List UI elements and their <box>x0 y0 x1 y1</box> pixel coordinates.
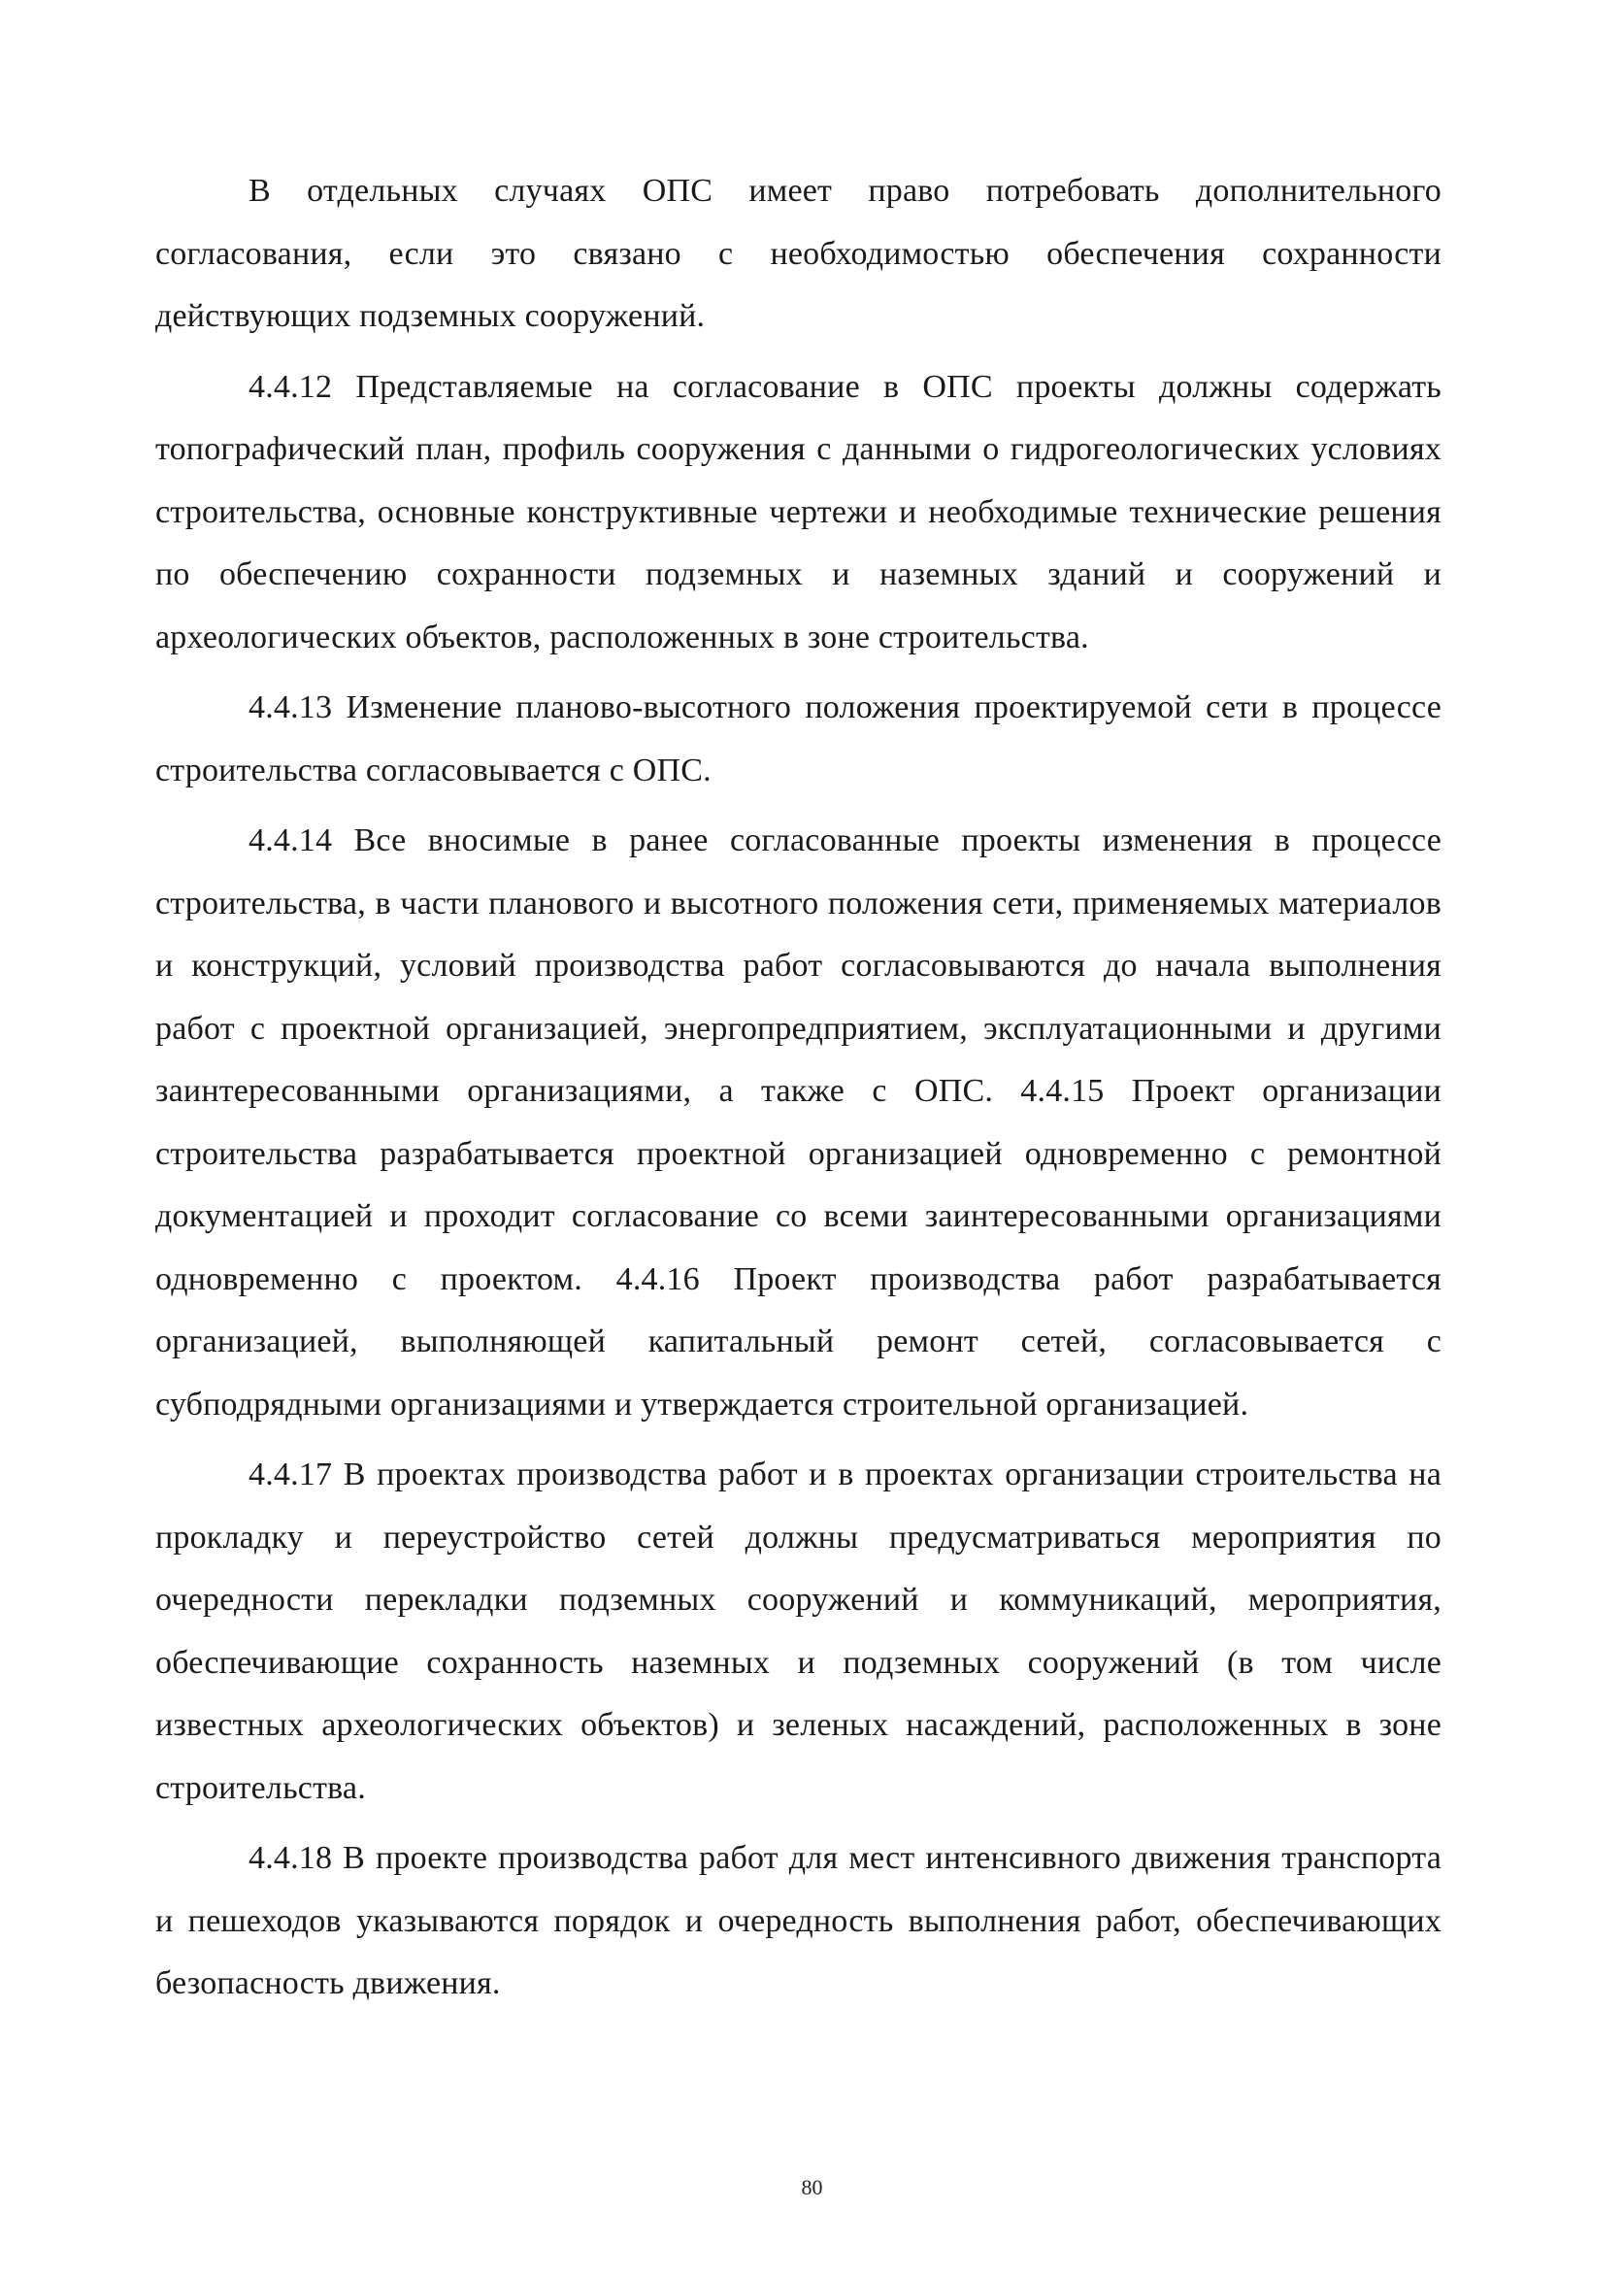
paragraph-4-4-17: 4.4.17 В проектах производства работ и в проектах организации строительства на прокладку и переустройство сетей должны предусматриваться мероприятия по очередности перекладки подземных сооружений и коммуникаций, мероприятия, обеспечивающие сохранность наземных и подземных сооружений (в том числе известных археологических объектов) и зеленых насаждений, расположенных в зоне строительства. <box>155 1457 1442 1806</box>
page-number: 80 <box>801 2175 823 2199</box>
paragraph-4-4-14: 4.4.14 Все вносимые в ранее согласованные проекты изменения в процессе строительства, в части планового и высотного положения сети, применяемых материалов и конструкций, условий производства работ согласовываются до начала выполнения работ с проектной организацией, энергопредприятием, эксплуатационными и другими заинтересованными организациями, а также с ОПС. 4.4.15 Проект организации строительства разрабатывается проектной организацией одновременно с ремонтной документацией и проходит согласование со всеми заинтересованными организациями одновременно с проектом. 4.4.16 Проект производства работ разрабатывается организацией, выполняющей капитальный ремонт сетей, согласовывается с субподрядными организациями и утверждается строительной организацией. <box>155 822 1442 1423</box>
document-body <box>155 160 1442 2024</box>
paragraph-opc-additional-approval: В отдельных случаях ОПС имеет право потребовать дополнительного согласования, если это связано с необходимостью обеспечения сохранности действующих подземных сооружений. <box>155 173 1442 334</box>
paragraph-4-4-18: 4.4.18 В проекте производства работ для мест интенсивного движения транспорта и пешеходов указываются порядок и очередность выполнения работ, обеспечивающих безопасность движения. <box>155 1840 1442 2001</box>
paragraph-4-4-13: 4.4.13 Изменение планово-высотного положения проектируемой сети в процессе строительства согласовывается с ОПС. <box>155 689 1442 788</box>
paragraph-4-4-12: 4.4.12 Представляемые на согласование в ОПС проекты должны содержать топографический план, профиль сооружения с данными о гидрогеологических условиях строительства, основные конструктивные чертежи и необходимые технические решения по обеспечению сохранности подземных и наземных зданий и сооружений и археологических объектов, расположенных в зоне строительства. <box>155 368 1442 655</box>
